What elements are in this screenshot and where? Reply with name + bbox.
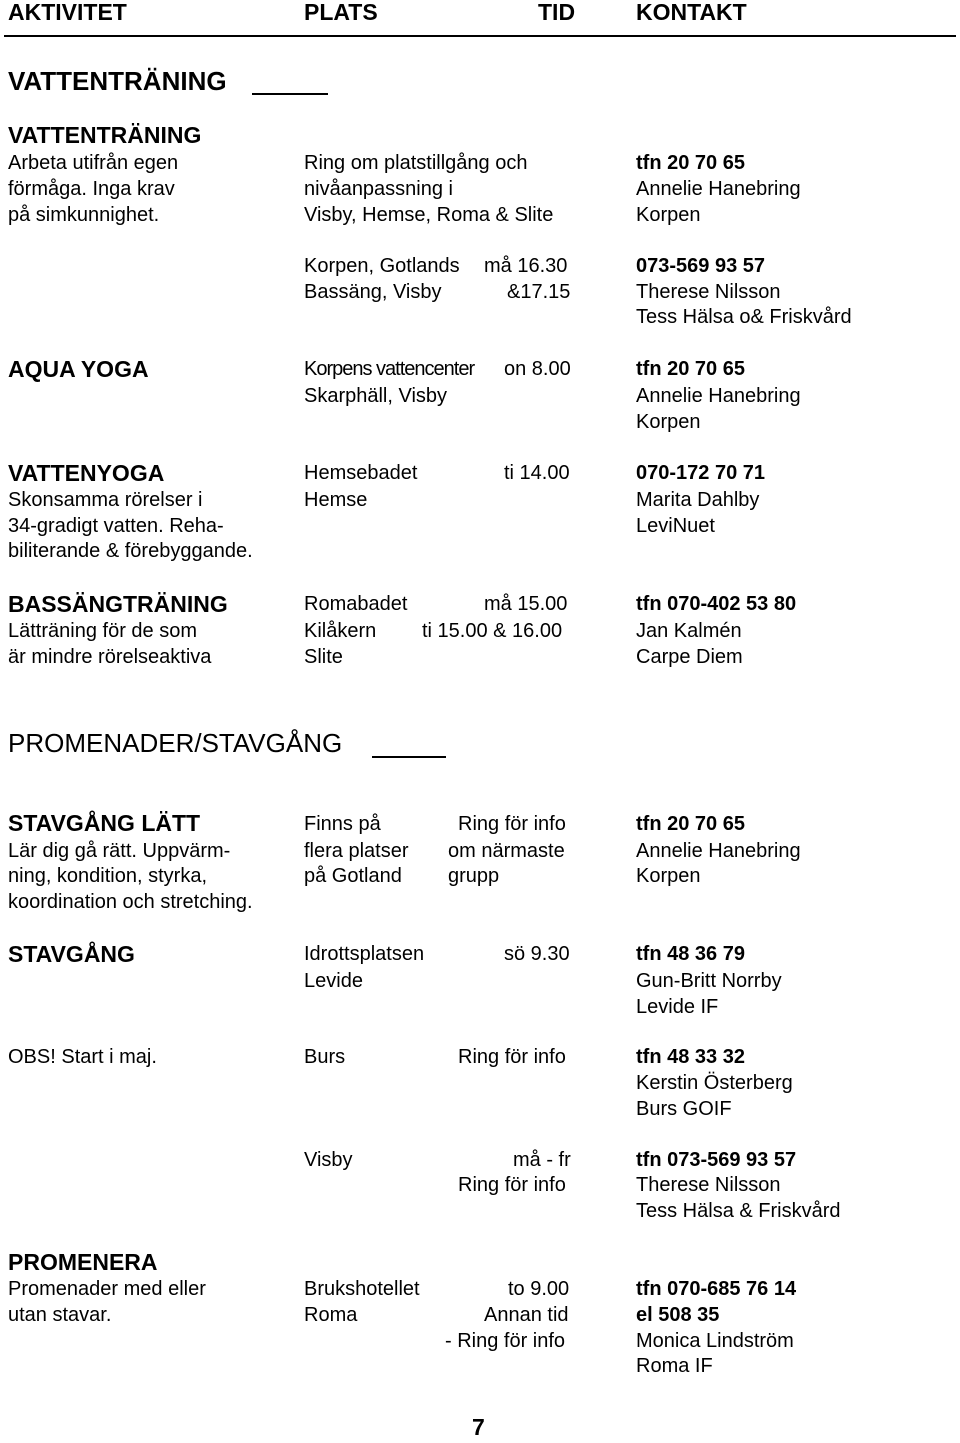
activity-place: Brukshotellet [304, 1278, 420, 1300]
activity-desc: ning, kondition, styrka, [8, 865, 207, 887]
page-number: 7 [472, 1414, 485, 1440]
activity-contact-phone: tfn 073-569 93 57 [636, 1149, 797, 1171]
section-title-water: VATTENTRÄNING [8, 66, 227, 96]
activity-time: Annan tid [484, 1304, 569, 1326]
activity-desc: Skonsamma rörelser i [8, 489, 203, 511]
activity-contact-org: Tess Hälsa & Friskvård [636, 1200, 841, 1222]
activity-place: Kilåkern [304, 620, 377, 642]
activity-place: Skarphäll, Visby [304, 385, 448, 407]
activity-contact-phone: tfn 070-402 53 80 [636, 593, 797, 615]
activity-place: Finns på [304, 813, 381, 835]
activity-time: grupp [448, 865, 500, 887]
activity-place: Burs [304, 1046, 346, 1068]
activity-contact-name: Annelie Hanebring [636, 840, 801, 862]
activity-contact-org: Roma IF [636, 1355, 713, 1377]
activity-contact-name: Gun-Britt Norrby [636, 970, 782, 992]
activity-contact-phone: tfn 48 36 79 [636, 943, 745, 965]
activity-contact-phone: tfn 20 70 65 [636, 358, 745, 380]
activity-place: Levide [304, 970, 363, 992]
header-activity: AKTIVITET [8, 0, 127, 25]
section-title-underline [252, 93, 328, 95]
activity-place: Visby [304, 1149, 353, 1171]
header-place: PLATS [304, 0, 378, 25]
activity-time: - Ring för info [445, 1330, 566, 1352]
activity-contact-name: Marita Dahlby [636, 489, 760, 511]
activity-contact-phone: el 508 35 [636, 1304, 720, 1326]
activity-contact-org: Korpen [636, 865, 701, 887]
activity-place: Hemsebadet [304, 462, 418, 484]
activity-desc: 34-gradigt vatten. Reha- [8, 515, 224, 537]
activity-desc: utan stavar. [8, 1304, 112, 1326]
activity-contact-name: Annelie Hanebring [636, 178, 801, 200]
header-time: TID [538, 0, 576, 25]
activity-desc: Lätträning för de som [8, 620, 197, 642]
activity-time: to 9.00 [508, 1278, 570, 1300]
activity-place: Slite [304, 646, 343, 668]
activity-time: ti 14.00 [504, 462, 570, 484]
activity-place: Bassäng, Visby [304, 281, 442, 303]
activity-contact-org: LeviNuet [636, 515, 715, 537]
activity-contact-phone: tfn 070-685 76 14 [636, 1278, 797, 1300]
activity-contact-name: Kerstin Österberg [636, 1072, 793, 1094]
activity-contact-name: Therese Nilsson [636, 1174, 781, 1196]
activity-place: Idrottsplatsen [304, 943, 425, 965]
activity-contact-name: Jan Kalmén [636, 620, 742, 642]
activity-time: må - fr [513, 1149, 571, 1171]
activity-time: &17.15 [507, 281, 571, 303]
activity-name: PROMENERA [8, 1249, 158, 1275]
activity-contact-phone: 070-172 70 71 [636, 462, 766, 484]
activity-time: sö 9.30 [504, 943, 570, 965]
activity-contact-phone: 073-569 93 57 [636, 255, 766, 277]
activity-name: VATTENTRÄNING [8, 122, 202, 148]
activity-name: BASSÄNGTRÄNING [8, 591, 228, 617]
activity-desc: på simkunnighet. [8, 204, 160, 226]
activity-name: VATTENYOGA [8, 460, 165, 486]
header-rule [4, 35, 956, 37]
activity-contact-phone: tfn 48 33 32 [636, 1046, 745, 1068]
activity-time: Ring för info [458, 813, 566, 835]
activity-desc: Arbeta utifrån egen [8, 152, 179, 174]
activity-note: OBS! Start i maj. [8, 1046, 157, 1068]
activity-name: STAVGÅNG [8, 941, 135, 967]
activity-contact-name: Annelie Hanebring [636, 385, 801, 407]
activity-contact-org: Levide IF [636, 996, 719, 1018]
activity-desc: förmåga. Inga krav [8, 178, 175, 200]
activity-name: AQUA YOGA [8, 356, 149, 382]
activity-contact-org: Korpen [636, 204, 701, 226]
header-contact: KONTAKT [636, 0, 747, 25]
activity-desc: Promenader med eller [8, 1278, 206, 1300]
activity-time: må 16.30 [484, 255, 568, 277]
activity-place: flera platser [304, 840, 409, 862]
activity-contact-org: Korpen [636, 411, 701, 433]
activity-time: ti 15.00 & 16.00 [422, 620, 563, 642]
section-title-underline [372, 756, 446, 758]
activity-place: Hemse [304, 489, 368, 511]
activity-contact-name: Monica Lindström [636, 1330, 794, 1352]
activity-place: Ring om platstillgång och [304, 152, 528, 174]
activity-time: on 8.00 [504, 358, 571, 380]
activity-place: Roma [304, 1304, 358, 1326]
activity-time: Ring för info [458, 1174, 566, 1196]
activity-contact-org: Burs GOIF [636, 1098, 732, 1120]
activity-place: på Gotland [304, 865, 402, 887]
activity-time: Ring för info [458, 1046, 566, 1068]
activity-place: Romabadet [304, 593, 408, 615]
activity-place: Korpens vattencenter [304, 358, 475, 380]
activity-contact-phone: tfn 20 70 65 [636, 813, 745, 835]
activity-contact-phone: tfn 20 70 65 [636, 152, 745, 174]
activity-place: Visby, Hemse, Roma & Slite [304, 204, 554, 226]
activity-contact-name: Therese Nilsson [636, 281, 781, 303]
activity-contact-org: Tess Hälsa o& Friskvård [636, 306, 852, 328]
section-title-walk: PROMENADER/STAVGÅNG [8, 728, 343, 758]
activity-desc: koordination och stretching. [8, 891, 253, 913]
activity-contact-org: Carpe Diem [636, 646, 743, 668]
activity-name: STAVGÅNG LÄTT [8, 810, 201, 836]
activity-place: Korpen, Gotlands [304, 255, 460, 277]
activity-desc: är mindre rörelseaktiva [8, 646, 212, 668]
activity-time: om närmaste [448, 840, 565, 862]
activity-time: må 15.00 [484, 593, 568, 615]
activity-desc: biliterande & förebyggande. [8, 540, 253, 562]
activity-place: nivåanpassning i [304, 178, 453, 200]
activity-desc: Lär dig gå rätt. Uppvärm- [8, 840, 231, 862]
